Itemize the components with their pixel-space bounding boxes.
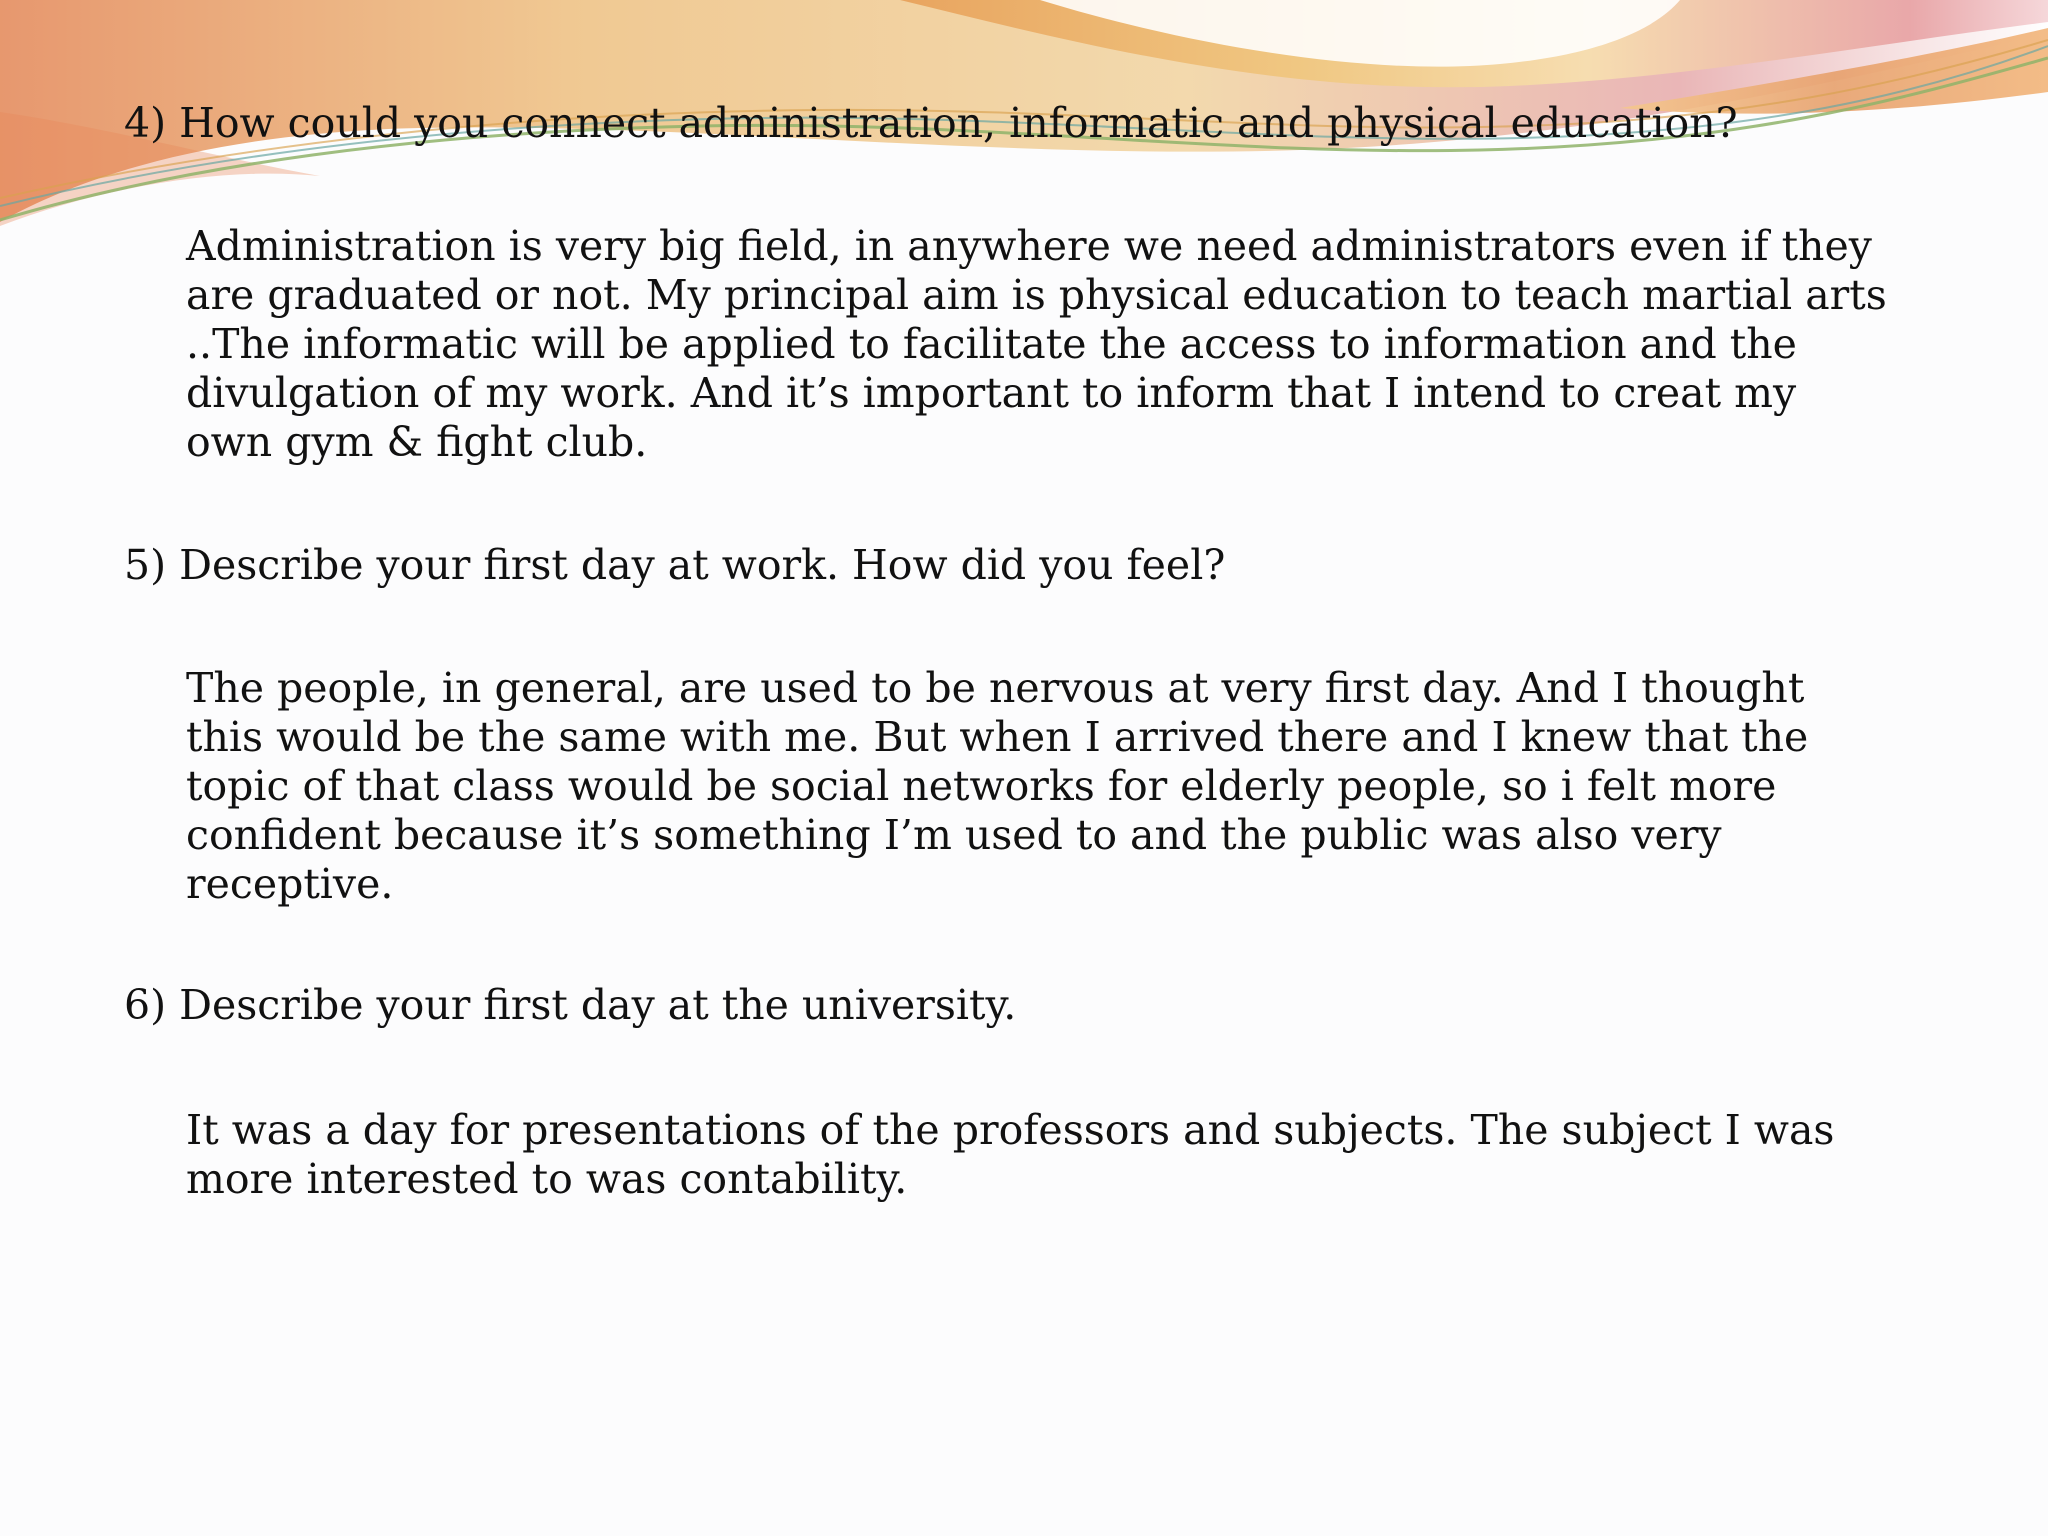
- answer-5-line-3: topic of that class would be social networks for elderly people, so i felt more: [186, 762, 1777, 810]
- answer-5-line-4: confident because it’s something I’m used to and the public was also very: [186, 811, 1722, 859]
- answer-4-text: [186, 222, 1887, 467]
- answer-6-line-1: It was a day for presentations of the professors and subjects. The subject I was: [186, 1106, 1835, 1154]
- answer-4-line-1: Administration is very big field, in anywhere we need administrators even if they: [186, 222, 1872, 270]
- answer-5-text: [186, 664, 1809, 909]
- question-5-heading: 5) Describe your first day at work. How did you feel?: [124, 541, 1226, 589]
- answer-6-text: [186, 1106, 1835, 1204]
- answer-4-line-3: ..The informatic will be applied to facilitate the access to information and the: [186, 320, 1797, 368]
- answer-5-line-2: this would be the same with me. But when I arrived there and I knew that the: [186, 713, 1809, 761]
- answer-5-line-5: receptive.: [186, 860, 394, 908]
- answer-4-line-5: own gym & fight club.: [186, 418, 648, 466]
- answer-4-line-2: are graduated or not. My principal aim is physical education to teach martial arts: [186, 271, 1887, 319]
- question-4-heading: 4) How could you connect administration, informatic and physical education?: [124, 99, 1738, 147]
- answer-4-line-4: divulgation of my work. And it’s important to inform that I intend to creat my: [186, 369, 1797, 417]
- answer-6-line-2: more interested to was contability.: [186, 1155, 908, 1203]
- question-6-heading: 6) Describe your first day at the university.: [124, 981, 1017, 1029]
- answer-5-line-1: The people, in general, are used to be nervous at very first day. And I thought: [186, 664, 1805, 712]
